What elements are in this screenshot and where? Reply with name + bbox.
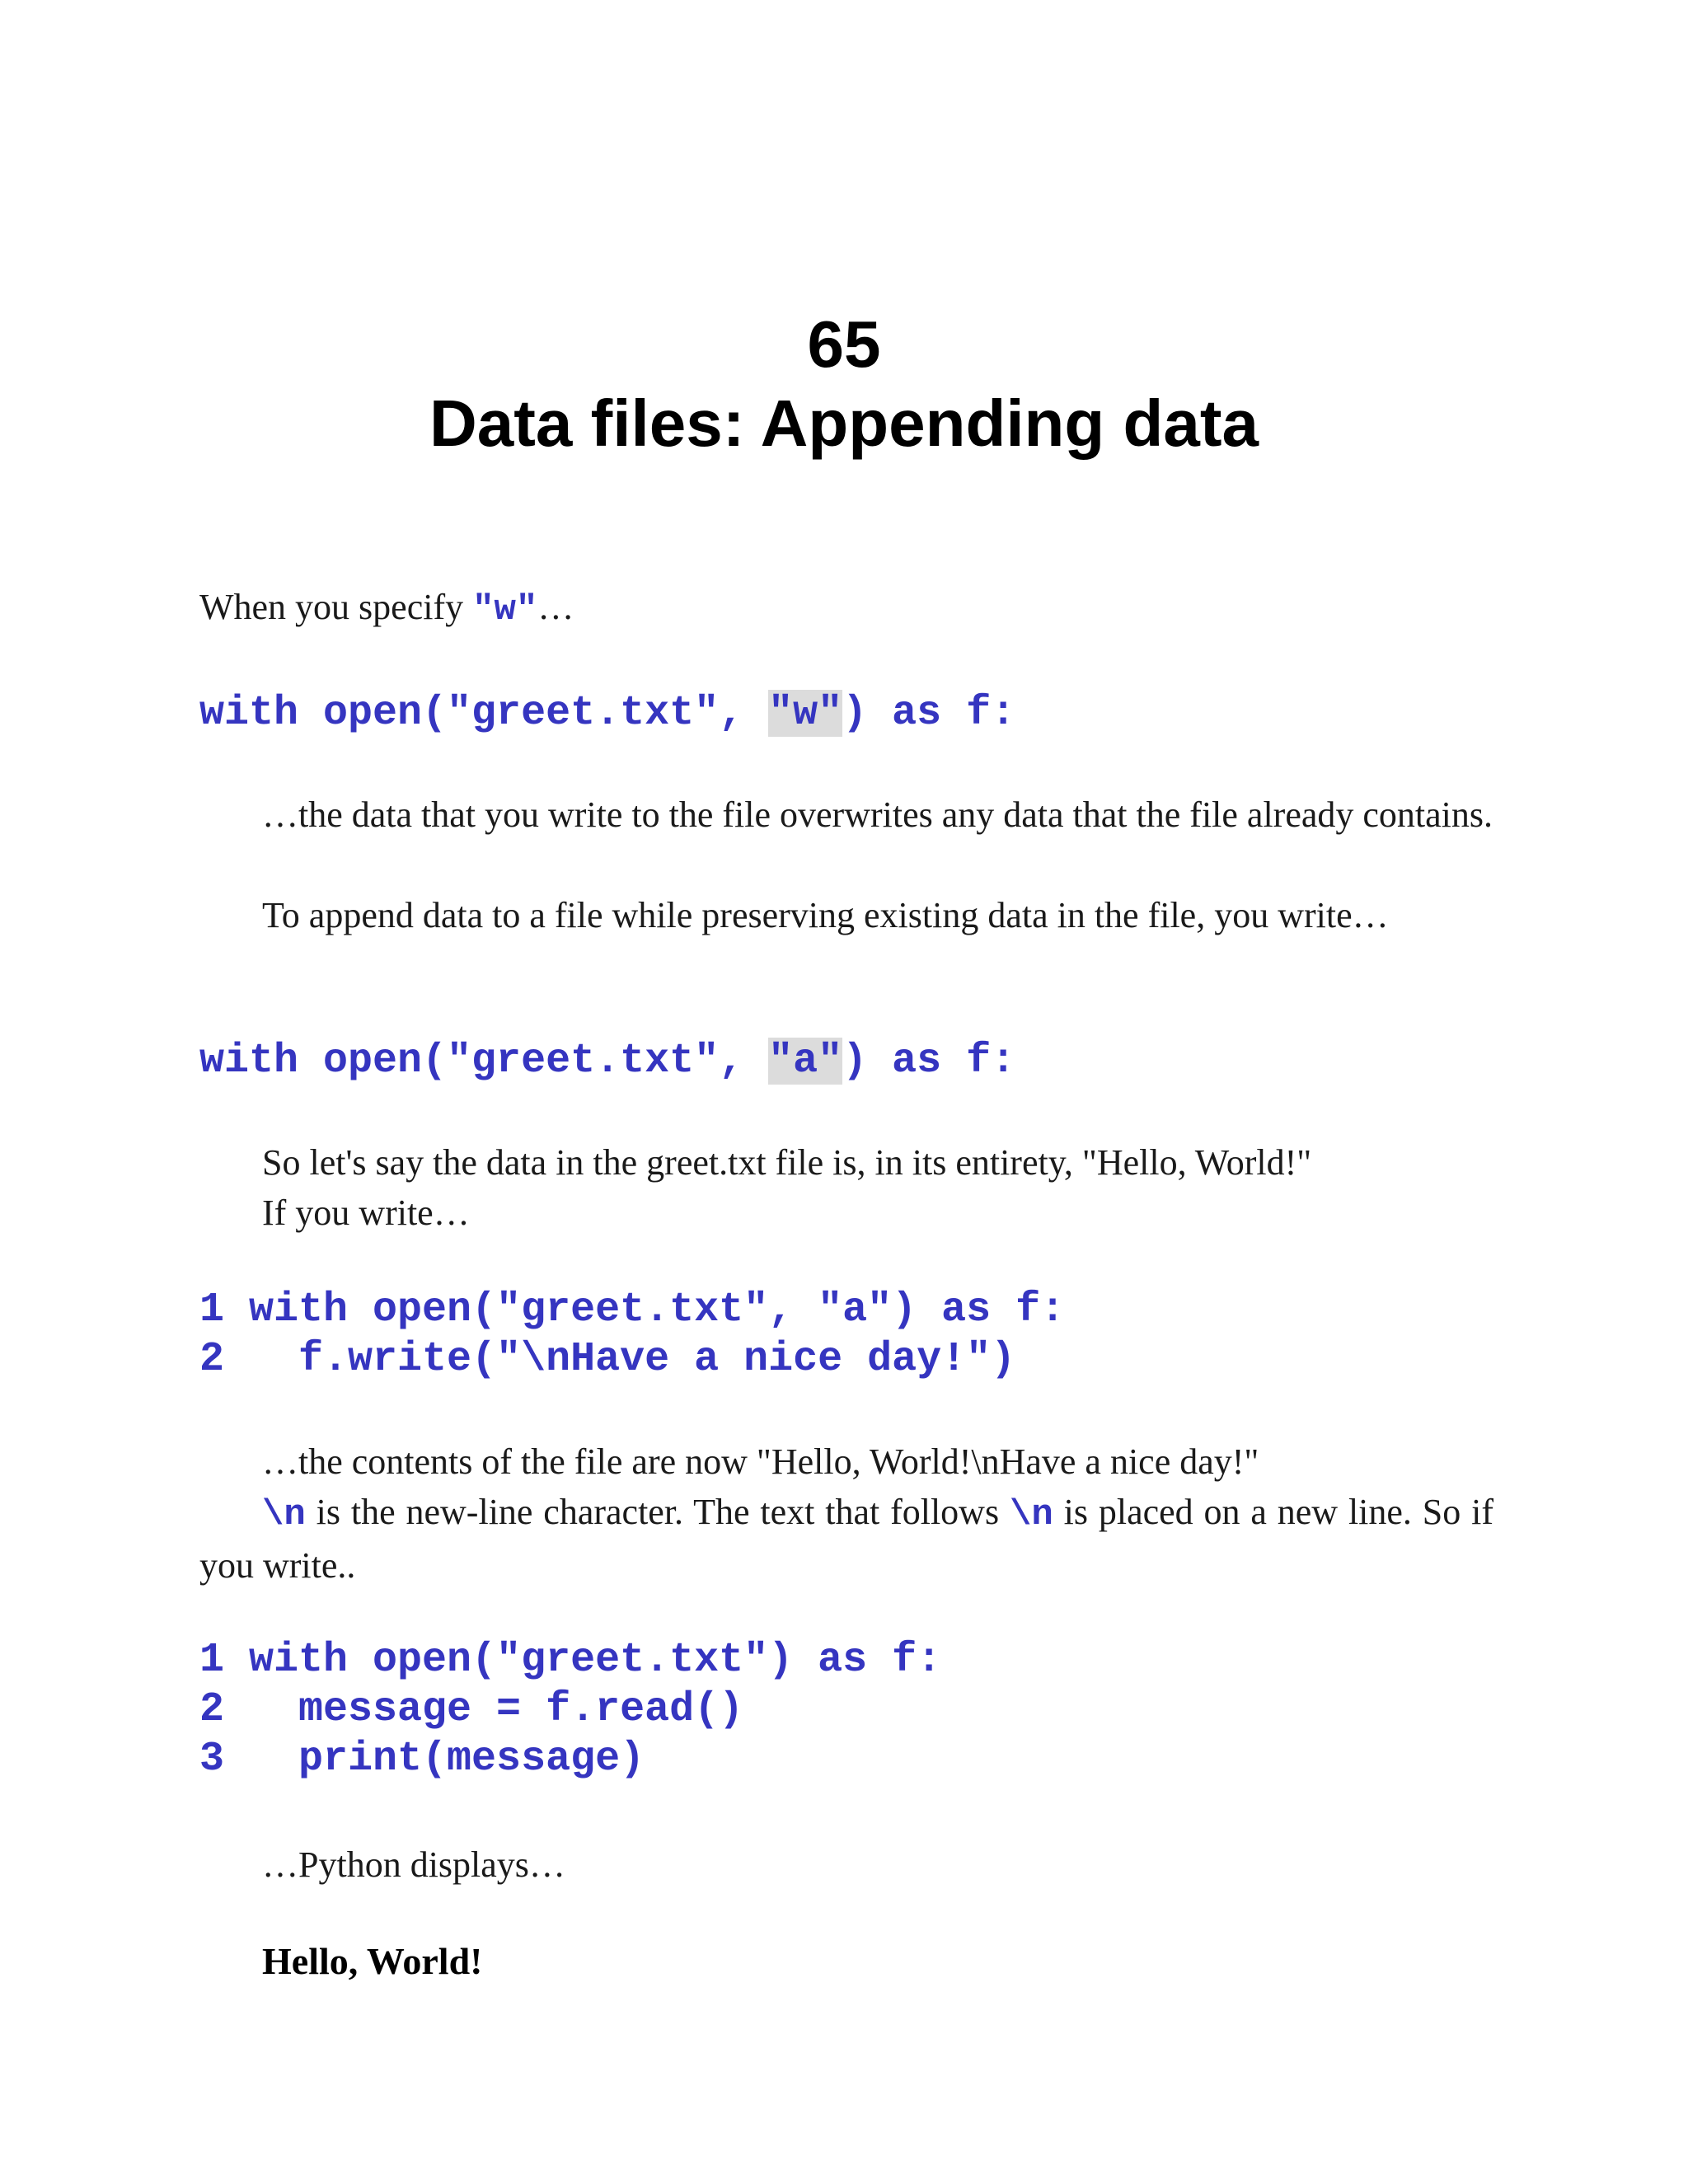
chapter-title: Data files: Appending data — [429, 387, 1259, 460]
code-line-1: 1 with open("greet.txt", "a") as f: — [199, 1286, 1066, 1333]
intro-ellipsis: … — [537, 587, 574, 627]
append-paragraph: To append data to a file while preserving existing data in the file, you write… — [262, 895, 1389, 935]
newline-text-2: is placed on a new line. So if you write.. — [199, 1492, 1493, 1586]
newline-text-1: is the new-line character. The text that follows — [305, 1492, 1010, 1532]
code-block-write-mode — [199, 689, 1015, 738]
intro-text: When you specify — [199, 587, 473, 627]
chapter-number: 65 — [807, 307, 881, 381]
code-a-before: with open("greet.txt", — [199, 1038, 769, 1085]
newline-code-1: \n — [262, 1494, 306, 1535]
code-line-1: 1 with open("greet.txt") as f: — [199, 1637, 942, 1684]
example-paragraph-line2: If you write… — [262, 1193, 470, 1233]
program-output: Hello, World! — [262, 1940, 483, 1982]
intro-code: "w" — [472, 589, 538, 630]
newline-code-2: \n — [1009, 1494, 1053, 1535]
code-a-highlight: "a" — [768, 1038, 843, 1085]
code-block-write-call — [199, 1286, 1065, 1385]
example-paragraph-line1: So let's say the data in the greet.txt file is, in its entirety, "Hello, World!" — [262, 1142, 1312, 1183]
code-w-highlight: "w" — [768, 690, 843, 737]
python-displays-paragraph: …Python displays… — [262, 1844, 565, 1885]
newline-paragraph — [199, 1487, 1493, 1591]
code-line-2: 2 message = f.read() — [199, 1686, 744, 1733]
code-block-append-mode — [199, 1037, 1015, 1086]
intro-paragraph — [199, 582, 1493, 635]
code-block-read — [199, 1636, 941, 1784]
code-w-after: ) as f: — [842, 690, 1016, 737]
code-w-before: with open("greet.txt", — [199, 690, 769, 737]
overwrite-paragraph: …the data that you write to the file overwrites any data that the file already contains. — [262, 794, 1493, 835]
code-a-after: ) as f: — [842, 1038, 1016, 1085]
contents-paragraph: …the contents of the file are now "Hello, World!\nHave a nice day!" — [262, 1441, 1259, 1482]
code-line-3: 3 print(message) — [199, 1736, 645, 1783]
code-line-2: 2 f.write("\nHave a nice day!") — [199, 1336, 1016, 1383]
